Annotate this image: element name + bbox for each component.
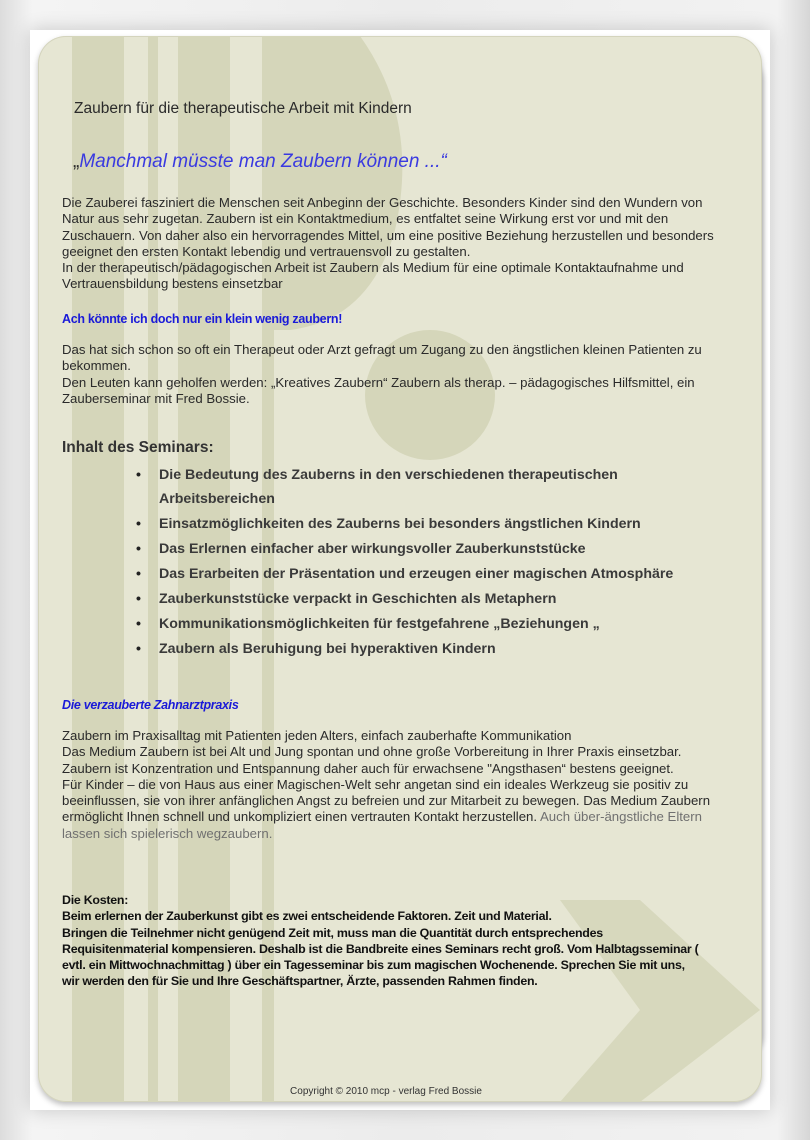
costs-heading: Die Kosten: [62, 893, 129, 907]
dental-text-1: Zaubern im Praxisalltag mit Patienten jeden Alters, einfach zauberhafte Kommunikation [62, 728, 572, 743]
wish-heading: Ach könnte ich doch nur ein klein wenig zaubern! [62, 312, 343, 326]
costs-text-1: Beim erlernen der Zauberkunst gibt es zwei entscheidende Faktoren. Zeit und Material. [62, 909, 552, 924]
seminar-item: • Die Bedeutung des Zauberns in den verschiedenen therapeutischen Arbeitsbereichen [136, 463, 726, 511]
seminar-item: • Das Erarbeiten der Präsentation und erzeugen einer magischen Atmosphäre [136, 562, 726, 586]
costs-text-2: Bringen die Teilnehmer nicht genügend Zeit mit, muss man die Quantität durch entsprechendes Requisitenmaterial kompensieren. Deshalb ist die Bandbreite eines Seminars recht groß. Vom Halbtagsseminar ( evtl. ein Mittwochnachmittag ) über ein Tagesseminar bis zum magischen Wochenende. Sprechen Sie mit uns, wir werden den für Sie und Ihre Geschäftspartner, Ärzte, passenden Rahmen finden. [62, 925, 699, 989]
seminar-item: • Zaubern als Beruhigung bei hyperaktiven Kindern [136, 637, 726, 661]
seminar-list [136, 463, 726, 662]
quote-open-mark: „ [73, 151, 80, 172]
copyright-footer [0, 1086, 810, 1097]
dental-text-2: Das Medium Zaubern ist bei Alt und Jung spontan und ohne große Vorbereitung in Ihrer Praxis einsetzbar. [62, 744, 682, 760]
seminar-item: • Das Erlernen einfacher aber wirkungsvoller Zauberkunststücke [136, 537, 726, 561]
wish-paragraph [62, 342, 732, 407]
seminar-item: • Einsatzmöglichkeiten des Zauberns bei besonders ängstlichen Kindern [136, 512, 726, 536]
dental-heading: Die verzauberte Zahnarztpraxis [62, 698, 239, 712]
page-title: Zaubern für die therapeutische Arbeit mit Kindern [74, 100, 412, 117]
intro-text-2: In der therapeutisch/pädagogischen Arbeit ist Zaubern als Medium für eine optimale Kontaktaufnahme und Vertrauensbildung bestens einsetzbar [62, 260, 684, 292]
seminar-heading: Inhalt des Seminars: [62, 439, 214, 456]
intro-text-1: Die Zauberei fasziniert die Menschen seit Anbeginn der Geschichte. Besonders Kinder sind den Wundern von Natur aus sehr zugetan. Zaubern ist ein Kontaktmedium, es entfaltet seine Wirkung erst vor und mit den Zuschauern. Von daher also ein hervorragendes Mittel, um eine positive Beziehung herzustellen und besonders geeignet den ersten Kontakt lebendig und vertrauensvoll zu gestalten. [62, 195, 714, 259]
dental-text-4-grey: Auch über-ängstliche Eltern lassen sich spielerisch wegzaubern. [62, 809, 702, 841]
headline-quote [73, 151, 447, 173]
dental-text-3: Zaubern ist Konzentration und Entspannung daher auch für erwachsene "Angsthasen“ bestens geeignet. [62, 760, 674, 776]
quote-text: Manchmal müsste man Zaubern können ...“ [79, 151, 447, 172]
dental-text-4 [62, 777, 732, 842]
seminar-item: • Zauberkunststücke verpackt in Geschichten als Metaphern [136, 587, 726, 611]
wish-text-1: Das hat sich schon so oft ein Therapeut oder Arzt gefragt um Zugang zu den ängstlichen kleinen Patienten zu bekommen. [62, 342, 702, 374]
wish-text-2: Den Leuten kann geholfen werden: „Kreatives Zaubern“ Zaubern als therap. – pädagogisches Hilfsmittel, ein Zauberseminar mit Fred Bossie. [62, 374, 695, 406]
copyright-text: Copyright © 2010 mcp - verlag Fred Bossie [290, 1086, 482, 1097]
seminar-item: • Kommunikationsmöglichkeiten für festgefahrene „Beziehungen „ [136, 612, 726, 636]
dental-text-4-main: Für Kinder – die von Haus aus einer Magischen-Welt sehr angetan sind ein ideales Werkzeug sie positiv zu beeinflussen, sie von ihrer anfänglichen Angst zu befreien und zur Mitarbeit zu bewegen. Das Medium Zaubern ermöglicht Ihnen schnell und unkompliziert einen vertrauten Kontakt herzustellen. [62, 776, 711, 825]
dental-paragraph [62, 728, 732, 842]
intro-paragraph [62, 195, 732, 293]
costs-section [62, 892, 702, 990]
